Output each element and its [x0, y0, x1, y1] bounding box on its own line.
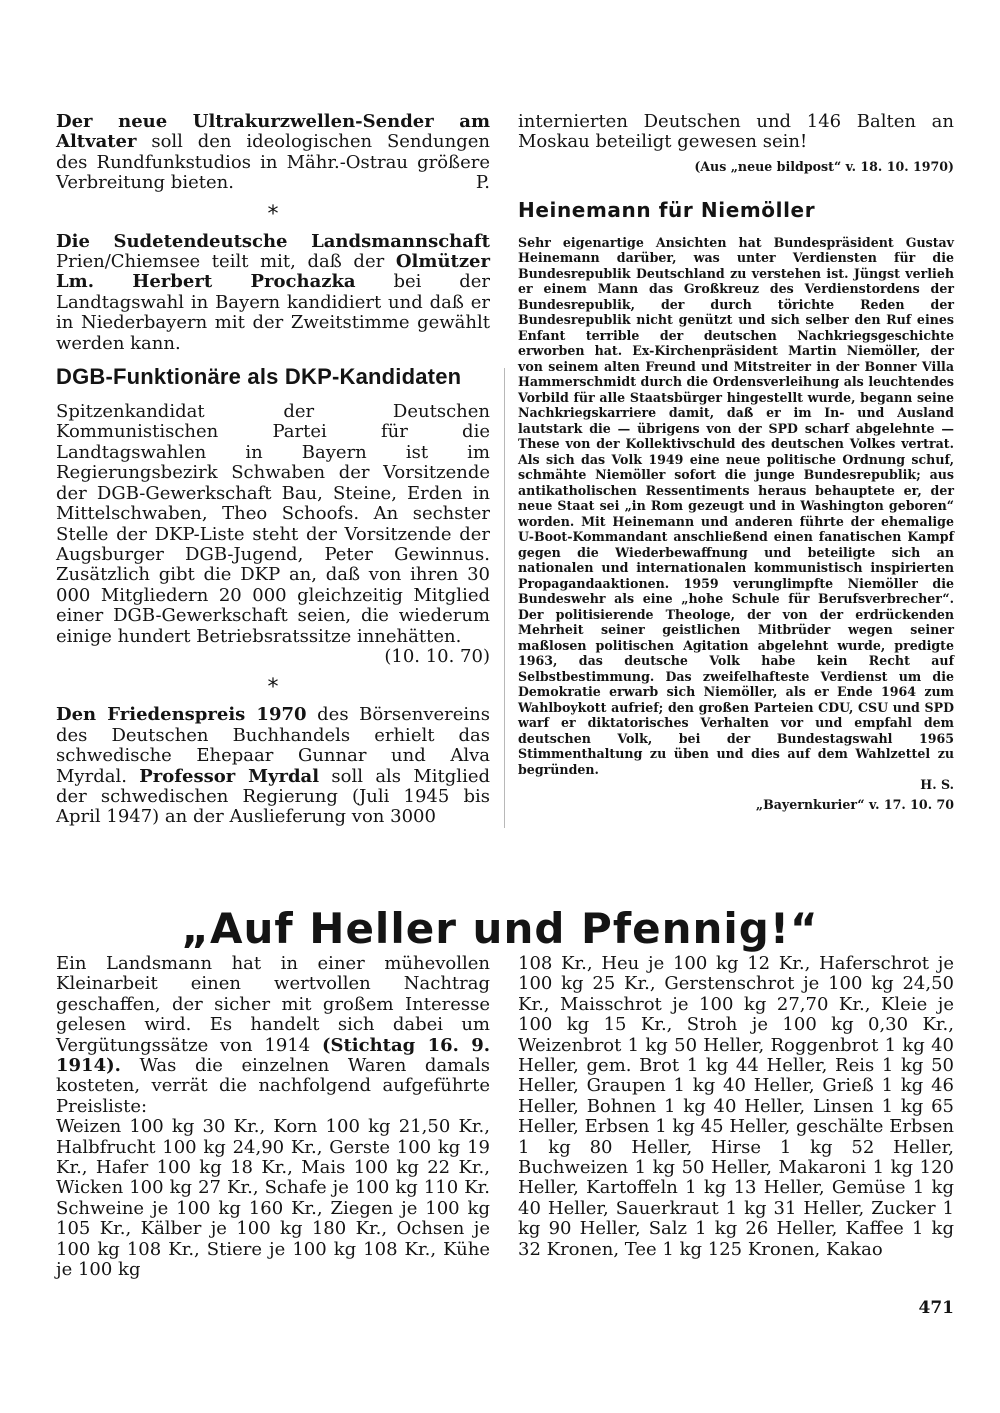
source-bayernkurier: „Bayernkurier“ v. 17. 10. 70: [755, 796, 954, 812]
article-sudeten-bold-name: Olmützer Lm. Herbert Prochazka: [56, 251, 490, 293]
article-sudeten-text-1: Prien/Chiemsee teilt mit, daß der: [56, 251, 385, 273]
page-number: 471: [918, 1298, 954, 1318]
article-heller-text-2: Was die einzelnen Waren damals kosteten, verrät die nachfolgend aufgeführte Preisliste:: [56, 1055, 490, 1117]
price-list-part-2: 108 Kr., Heu je 100 kg 12 Kr., Haferschrot je 100 kg 25 Kr., Gerstenschrot je 100 kg 24,50 Kr., Maisschrot je 100 kg 27,70 Kr., Kleie je 100 kg 15 Kr., Stroh je 100 kg 0,30 Kr., Weizenbrot 1 kg 50 Heller, Roggenbrot 1 kg 40 Heller, gem. Brot 1 kg 44 Heller, Reis 1 kg 50 Heller, Graupen 1 kg 40 Heller, Grieß 1 kg 46 Heller, Bohnen 1 kg 40 Heller, Linsen 1 kg 65 Heller, Erbsen 1 kg 45 Heller, geschälte Erbsen 1 kg 80 Heller, Hirse 1 kg 52 Heller, Buchweizen 1 kg 50 Heller, Makaroni 1 kg 120 Heller, Kartoffeln 1 kg 13 Heller, Gemüse 1 kg 40 Heller, Sauerkraut 1 kg 31 Heller, Zucker 1 kg 90 Heller, Salz 1 kg 26 Heller, Kaffee 1 kg 32 Kronen, Tee 1 kg 125 Kronen, Kakao: [518, 953, 954, 1260]
article-friedens-text-2: soll als Mitglied der schwedischen Regierung (Juli 1945 bis April 1947) an der Auslieferung von 3000: [56, 765, 490, 828]
article-friedens-continuation: internierten Deutschen und 146 Balten an Moskau beteiligt gewesen sein!: [518, 111, 954, 153]
article-sudeten-text-2: bei der Landtagswahl in Bayern kandidiert und daß er in Niederbayern mit der Zweitstimme gewählt werden kann.: [56, 271, 490, 354]
article-altvater-text: soll den ideologischen Sendungen des Rundfunkstudios in Mähr.-Ostrau größere Verbreitung bieten.: [56, 131, 490, 194]
section-heading-heinemann: Heinemann für Niemöller: [518, 197, 816, 222]
section-heading-dgb: DGB-Funktionäre als DKP-Kandidaten: [56, 364, 462, 390]
column-right-bottom: [518, 954, 954, 1260]
article-heller-intro: [56, 954, 490, 1117]
article-sudetendeutsche: [56, 232, 490, 354]
source-neue-bildpost: (Aus „neue bildpost“ v. 18. 10. 1970): [694, 158, 954, 174]
article-friedens-lead: Den Friedenspreis 1970: [56, 704, 307, 726]
article-dgb-body: Spitzenkandidat der Deutschen Kommunistischen Partei für die Landtagswahlen in Bayern ist im Regierungsbezirk Schwaben der Vorsitzende der DGB-Gewerkschaft Bau, Steine, Erden in Mittelschwaben, Theo Schoofs. An sechster Stelle der DKP-Liste steht der Vorsitzende der Augsburger DGB-Jugend, Peter Gewinnus. Zusätzlich gibt die DKP an, daß von ihren 30 000 Mitgliedern 20 000 gleichzeitig Mitglied einer DGB-Gewerkschaft seien, die wiederum einige hundert Betriebsratssitze innehätten.: [56, 401, 490, 647]
article-friedens-text-1: des Börsenvereins des Deutschen Buchhandels erhielt das schwedische Ehepaar Gunnar und Alva Myrdal.: [56, 704, 490, 787]
article-heinemann-signature-row: [518, 777, 954, 793]
separator-star: *: [267, 201, 279, 227]
article-altvater-sender: [56, 112, 490, 194]
article-dgb-date: (10. 10. 70): [384, 645, 490, 667]
price-list-part-1: Weizen 100 kg 30 Kr., Korn 100 kg 21,50 Kr., Halbfrucht 100 kg 24,90 Kr., Gerste 100 kg 19 Kr., Hafer 100 kg 18 Kr., Mais 100 kg 22 Kr., Wicken 100 kg 27 Kr., Schafe je 100 kg 110 Kr. Schweine je 100 kg 160 Kr., Ziegen je 100 kg 105 Kr., Kälber je 100 kg 180 Kr., Ochsen je 100 kg 108 Kr., Stiere je 100 kg 108 Kr., Kühe je 100 kg: [56, 1116, 490, 1281]
article-heller-stichtag: (Stichtag 16. 9. 1914).: [56, 1034, 490, 1077]
article-heller-text-1: Ein Landsmann hat in einer mühevollen Kleinarbeit einen wertvollen Nachtrag geschaffen, der sicher mit großem Interesse gelesen wird. Es handelt sich dabei um Vergütungssätze von 1914: [56, 953, 490, 1056]
article-altvater-signature: P.: [475, 172, 490, 194]
column-right-top: [518, 112, 954, 813]
column-left-bottom: [56, 954, 490, 1281]
main-heading-heller-pfennig: „Auf Heller und Pfennig!“: [181, 904, 819, 954]
article-friedens-bold-name: Professor Myrdal: [139, 765, 320, 787]
column-divider: [504, 368, 505, 828]
article-altvater-lead: Der neue Ultrakurzwellen-Sender am Altvater: [56, 111, 490, 153]
column-left-top: [56, 112, 490, 828]
article-sudeten-lead: Die Sudetendeutsche Landsmannschaft: [56, 230, 490, 252]
separator-star: *: [267, 675, 279, 701]
article-heinemann-body: Sehr eigenartige Ansichten hat Bundespräsident Gustav Heinemann darüber, was unter Verdiensten für die Bundesrepublik Deutschland zu verstehen ist. Jüngst verlieh er einem Mann das Großkreuz des Verdienstordens der Bundesrepublik, der durch törichte Reden der Bundesrepublik nicht genützt und sich selber den Ruf eines Enfant terrible der deutschen Nachkriegsgeschichte erworben hat. Ex-Kirchenpräsident Martin Niemöller, der von seinem alten Freund und Mitstreiter in der Bonner Villa Hammerschmidt durch die Ordensverleihung als leuchtendes Vorbild für alle Staatsbürger hingestellt wurde, begann seine Nachkriegskarriere damit, daß er im In- und Ausland lautstark die — übrigens von der SPD scharf abgelehnte — These von der Kollektivschuld des deutschen Volkes vertrat. Als sich das Volk 1949 eine neue politische Ordnung schuf, schmähte Niemöller sofort die junge Bundesrepublik; aus antikatholischen Ressentiments heraus behauptete er, der neue Staat sei „in Rom gezeugt und in Washington geboren“ worden. Mit Heinemann und anderen führte der ehemalige U-Boot-Kommandant anschließend einen fanatischen Kampf gegen die Wiederbewaffnung und beteiligte sich an nationalen und internationalen kommunistisch inspirierten Propagandaaktionen. 1959 verunglimpfte Niemöller die Bundeswehr als eine „hohe Schule für Berufsverbrecher“. Der politisierende Theologe, der von der erdrückenden Mehrheit seiner geistlichen Mitbrüder wegen seiner maßlosen politischen Agitation abgelehnt wurde, predigte 1963, das deutsche Volk habe kein Recht auf Selbstbestimmung. Das zweifelhafteste Verdienst um die Demokratie erwarb sich Niemöller, als er Ende 1964 zum Wahlboykott aufrief; den großen Parteien CDU, CSU und SPD warf er diktatorisches Verhalten vor und empfahl dem deutschen Volk, bei der Bundestagswahl 1965 Stimmenthaltung zu üben und dies auf dem Wahlzettel zu begründen.: [518, 234, 954, 777]
article-friedenspreis: [56, 705, 490, 827]
article-heinemann-signature: H. S.: [920, 777, 954, 793]
